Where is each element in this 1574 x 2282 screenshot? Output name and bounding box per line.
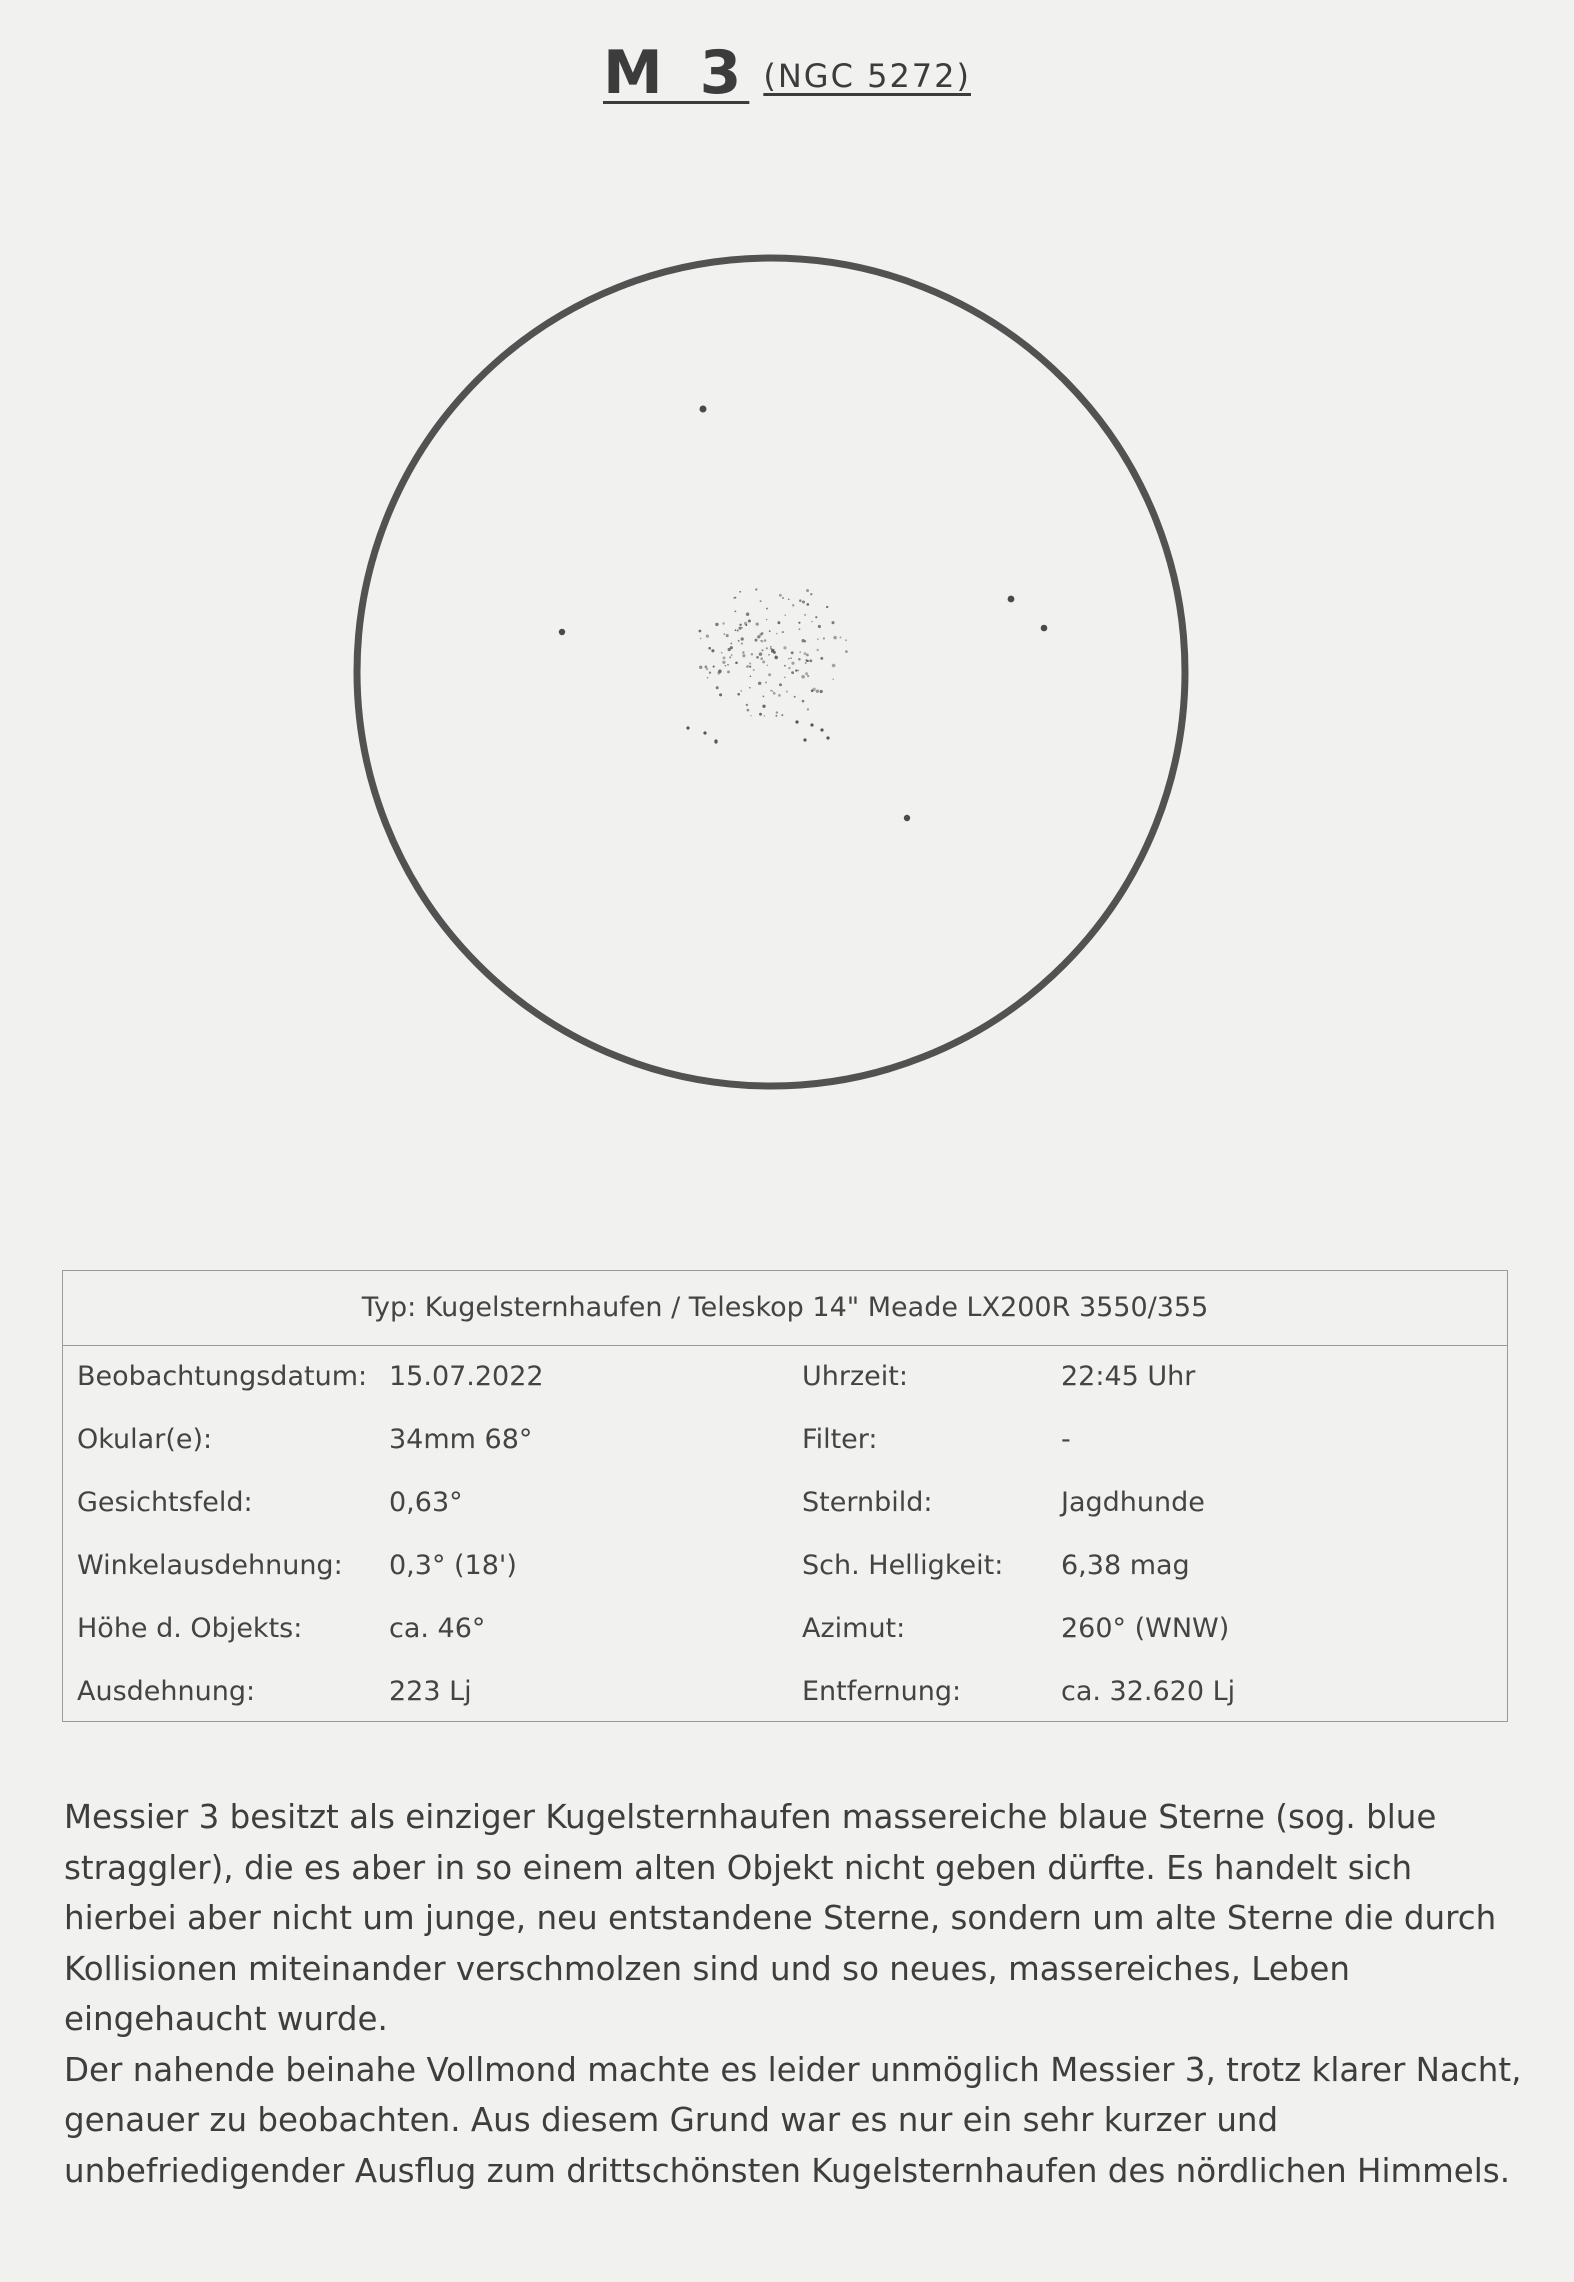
cluster-star <box>706 634 709 637</box>
cluster-star <box>760 657 763 660</box>
cluster-star <box>761 649 763 651</box>
cluster-star <box>749 666 751 668</box>
object-name: M 3 <box>603 38 750 108</box>
cluster-star <box>746 704 748 706</box>
cluster-star <box>777 621 780 624</box>
cluster-star <box>784 614 786 616</box>
cluster-star <box>773 651 776 654</box>
cluster-star <box>709 672 711 674</box>
cluster-star <box>738 640 740 642</box>
cluster-star <box>749 687 751 689</box>
cluster-star <box>742 651 744 653</box>
cluster-star <box>775 715 777 717</box>
cluster-star <box>773 649 775 651</box>
info-label: Sternbild: <box>802 1487 933 1518</box>
cluster-star <box>706 668 708 670</box>
cluster-star <box>763 696 765 698</box>
description-paragraph: Der nahende beinahe Vollmond machte es leider unmöglich Messier 3, trotz klarer Nacht, genauer zu beobachten. Aus diesem Grund war es nur ein sehr kurzer und unbefriedigender Ausflug zum drittschönsten Kugelsternhaufen des nördlichen Himmels. <box>64 2050 1522 2190</box>
cluster-star <box>747 709 750 712</box>
cluster-star <box>832 678 834 680</box>
cluster-star <box>766 664 768 666</box>
cluster-star <box>805 662 807 664</box>
cluster-star <box>768 654 770 656</box>
cluster-star <box>794 696 796 698</box>
cluster-star <box>760 600 762 602</box>
cluster-star <box>755 639 758 642</box>
globular-cluster-m3 <box>686 588 847 743</box>
cluster-star <box>737 629 739 631</box>
cluster-star <box>798 658 801 661</box>
cluster-star <box>751 653 753 655</box>
info-value: Jagdhunde <box>1061 1487 1205 1518</box>
field-star <box>700 406 707 413</box>
cluster-star <box>832 664 836 668</box>
cluster-star <box>802 639 805 642</box>
cluster-star <box>722 661 725 664</box>
cluster-star <box>714 740 717 743</box>
field-star <box>904 815 910 821</box>
cluster-star <box>737 693 740 696</box>
cluster-star <box>781 714 783 716</box>
cluster-star <box>717 672 720 675</box>
cluster-star <box>756 623 759 626</box>
cluster-star <box>779 594 782 597</box>
info-label: Winkelausdehnung: <box>77 1550 343 1581</box>
cluster-star <box>810 593 812 595</box>
cluster-star <box>764 639 767 642</box>
cluster-star <box>798 628 800 630</box>
cluster-star <box>762 660 765 663</box>
cluster-star <box>788 667 790 669</box>
description-paragraph: Messier 3 besitzt als einziger Kugelsternhaufen massereiche blaue Sterne (sog. blue straggler), die es aber in so einem alten Objekt nicht geben dürfte. Es handelt sich hierbei aber nicht um junge, neu entstandene Sterne, sondern um alte Sterne die durch Kollisionen miteinander verschmolzen sind und so neues, massereiches, Leben eingehaucht wurde. <box>64 1798 1497 2038</box>
cluster-star <box>797 670 799 672</box>
info-label: Beobachtungsdatum: <box>77 1361 368 1392</box>
cluster-star <box>820 690 823 693</box>
cluster-star <box>803 738 806 741</box>
cluster-star <box>705 666 708 669</box>
info-value: - <box>1061 1424 1071 1455</box>
cluster-star <box>703 731 706 734</box>
cluster-star <box>792 604 795 607</box>
cluster-star <box>770 648 772 650</box>
cluster-star <box>799 599 802 602</box>
cluster-star <box>759 713 762 716</box>
cluster-star <box>807 675 809 677</box>
cluster-star <box>729 656 731 658</box>
cluster-star <box>699 666 702 669</box>
cluster-star <box>727 670 730 673</box>
cluster-star <box>766 608 768 610</box>
cluster-star <box>811 689 814 692</box>
cluster-star <box>788 598 790 600</box>
observation-description <box>64 1792 1524 2196</box>
catalog-designation: (NGC 5272) <box>763 57 971 95</box>
cluster-star <box>784 677 785 678</box>
cluster-star <box>788 658 790 660</box>
cluster-star <box>772 690 774 692</box>
info-label: Filter: <box>802 1424 878 1455</box>
cluster-star <box>762 705 765 708</box>
info-value: 223 Lj <box>389 1676 472 1707</box>
cluster-star <box>766 647 768 649</box>
cluster-star <box>802 700 805 703</box>
cluster-star <box>723 633 725 635</box>
info-row <box>63 1361 1507 1401</box>
cluster-star <box>768 673 771 676</box>
cluster-star <box>753 669 755 671</box>
info-value: ca. 32.620 Lj <box>1061 1676 1236 1707</box>
cluster-star <box>806 603 809 606</box>
cluster-star <box>741 637 744 640</box>
cluster-star <box>798 622 800 624</box>
cluster-star <box>831 621 834 624</box>
cluster-star <box>755 588 757 590</box>
cluster-star <box>726 634 729 637</box>
info-header: Typ: Kugelsternhaufen / Teleskop 14" Meade LX200R 3550/355 <box>63 1271 1507 1346</box>
cluster-star <box>722 622 724 624</box>
cluster-star <box>801 675 805 679</box>
cluster-star <box>809 659 812 662</box>
info-row <box>63 1550 1507 1590</box>
cluster-star <box>735 629 737 631</box>
info-label: Okular(e): <box>77 1424 213 1455</box>
cluster-star <box>795 720 798 723</box>
info-label: Entfernung: <box>802 1676 962 1707</box>
info-row <box>63 1424 1507 1464</box>
cluster-star <box>686 726 689 729</box>
cluster-star <box>759 652 763 656</box>
cluster-star <box>783 646 786 649</box>
cluster-star <box>715 623 718 626</box>
cluster-star <box>786 691 788 693</box>
cluster-star <box>766 619 767 620</box>
cluster-star <box>758 682 761 685</box>
info-value: 0,3° (18') <box>389 1550 517 1581</box>
cluster-star <box>790 657 792 659</box>
cluster-star <box>719 693 722 696</box>
cluster-star <box>804 652 807 655</box>
cluster-star <box>770 690 772 692</box>
cluster-star <box>700 638 702 640</box>
cluster-star <box>721 652 723 654</box>
info-label: Uhrzeit: <box>802 1361 908 1392</box>
info-label: Ausdehnung: <box>77 1676 256 1707</box>
cluster-star <box>820 657 823 660</box>
cluster-star <box>713 666 715 668</box>
cluster-star <box>734 610 736 612</box>
cluster-star <box>770 646 772 648</box>
cluster-star <box>731 654 732 655</box>
cluster-star <box>818 625 821 628</box>
cluster-star <box>725 665 726 666</box>
info-value: 260° (WNW) <box>1061 1613 1230 1644</box>
field-star <box>559 629 565 635</box>
cluster-star <box>845 639 847 641</box>
cluster-star <box>739 591 741 593</box>
cluster-star <box>840 636 842 638</box>
cluster-star <box>708 647 711 650</box>
info-value: ca. 46° <box>389 1613 486 1644</box>
observation-info-table <box>62 1270 1508 1722</box>
info-value: 0,63° <box>389 1487 463 1518</box>
cluster-star <box>805 672 808 675</box>
cluster-star <box>756 656 759 659</box>
cluster-star <box>764 715 765 716</box>
cluster-star <box>746 665 749 668</box>
cluster-star <box>817 638 818 639</box>
cluster-star <box>791 651 794 654</box>
cluster-star <box>757 635 760 638</box>
cluster-star <box>707 677 709 679</box>
cluster-star <box>782 597 784 599</box>
info-value: 15.07.2022 <box>389 1361 544 1392</box>
cluster-star <box>811 621 813 623</box>
cluster-star <box>817 649 819 651</box>
cluster-star <box>795 669 797 671</box>
cluster-star <box>748 619 751 622</box>
cluster-star <box>826 606 828 608</box>
cluster-star <box>816 690 819 693</box>
cluster-star <box>779 683 782 686</box>
cluster-star <box>740 690 742 692</box>
cluster-star <box>805 659 807 661</box>
cluster-star <box>760 640 762 642</box>
cluster-star <box>773 692 776 695</box>
cluster-star <box>775 655 777 657</box>
cluster-star <box>791 671 794 674</box>
info-value: 6,38 mag <box>1061 1550 1190 1581</box>
info-label: Höhe d. Objekts: <box>77 1613 303 1644</box>
cluster-star <box>782 631 784 633</box>
cluster-star <box>746 613 749 616</box>
cluster-star <box>741 643 743 645</box>
cluster-star <box>810 723 813 726</box>
cluster-star <box>730 646 733 649</box>
cluster-star <box>776 633 778 635</box>
cluster-star <box>727 664 729 666</box>
cluster-star <box>791 662 794 665</box>
cluster-star <box>804 614 806 616</box>
info-row <box>63 1676 1507 1716</box>
cluster-star <box>741 627 743 629</box>
cluster-star <box>749 662 751 664</box>
info-value: 22:45 Uhr <box>1061 1361 1196 1392</box>
field-stars <box>559 406 1047 822</box>
cluster-star <box>716 686 719 689</box>
info-row <box>63 1487 1507 1527</box>
info-label: Sch. Helligkeit: <box>802 1550 1004 1581</box>
cluster-star <box>815 616 817 618</box>
cluster-star <box>723 656 726 659</box>
cluster-star <box>739 627 742 630</box>
cluster-star <box>845 650 848 653</box>
cluster-star <box>776 711 778 713</box>
info-label: Azimut: <box>802 1613 906 1644</box>
cluster-star <box>784 665 786 667</box>
field-star <box>1041 625 1048 632</box>
cluster-star <box>820 728 823 731</box>
cluster-star <box>826 736 829 739</box>
cluster-star <box>711 649 714 652</box>
info-value: 34mm 68° <box>389 1424 533 1455</box>
cluster-star <box>769 630 771 632</box>
cluster-star <box>730 643 732 645</box>
cluster-star <box>806 654 809 657</box>
cluster-star <box>807 708 809 710</box>
cluster-star <box>799 651 801 653</box>
field-circle <box>357 258 1185 1086</box>
cluster-star <box>806 589 809 592</box>
cluster-star <box>823 637 825 639</box>
cluster-star <box>750 715 751 716</box>
cluster-star <box>750 676 752 678</box>
info-row <box>63 1613 1507 1653</box>
cluster-star <box>733 597 735 599</box>
cluster-star <box>802 601 805 604</box>
cluster-star <box>765 681 767 683</box>
field-star <box>1008 596 1015 603</box>
cluster-star <box>778 694 781 697</box>
cluster-star <box>699 630 702 633</box>
cluster-star <box>742 654 745 657</box>
cluster-star <box>833 636 836 639</box>
cluster-star <box>735 662 738 665</box>
info-label: Gesichtsfeld: <box>77 1487 253 1518</box>
cluster-star <box>739 624 741 626</box>
cluster-star <box>744 622 747 625</box>
